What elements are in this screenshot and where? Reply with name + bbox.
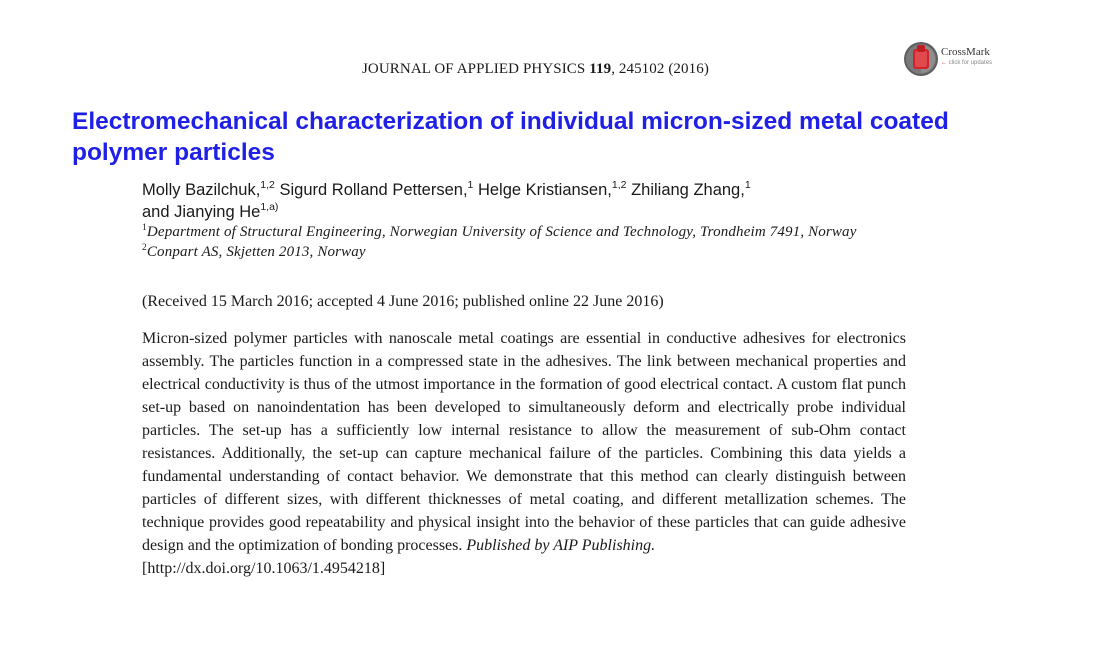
journal-volume: 119 [589, 61, 612, 77]
author-affiliation-mark: 1,2 [260, 179, 275, 191]
author-name: Zhiliang Zhang, [631, 181, 745, 199]
author-affiliation-mark: 1 [744, 179, 751, 191]
doi-link[interactable]: [http://dx.doi.org/10.1063/1.4954218] [142, 560, 386, 577]
paper-title: Electromechanical characterization of individual micron-sized metal coated polymer particles [72, 108, 949, 166]
affiliation-item [142, 223, 912, 243]
author-affiliation-mark: 1,2 [611, 179, 627, 191]
affiliation-mark: 1 [142, 223, 147, 233]
affiliation-text: Department of Structural Engineering, Norwegian University of Science and Technology, Trondheim 7491, Norway [146, 224, 857, 240]
affiliation-mark: 2 [142, 242, 147, 253]
crossmark-sublabel: ← click for updates [941, 60, 993, 66]
author-list [142, 179, 902, 223]
author-name: Helge Kristiansen, [477, 181, 612, 199]
crossmark-label: CrossMark [941, 46, 990, 58]
abstract [142, 327, 906, 580]
crossmark-icon [903, 41, 939, 77]
author-name: Sigurd Rolland Pettersen, [279, 181, 468, 199]
author-name: and Jianying He [142, 203, 261, 221]
affiliation-list [142, 223, 912, 262]
author-name: Molly Bazilchuk, [142, 181, 261, 199]
publication-history: (Received 15 March 2016; accepted 4 June 2016; published online 22 June 2016) [142, 293, 664, 310]
crossmark-badge[interactable] [903, 41, 1003, 81]
abstract-text: Micron-sized polymer particles with nanoscale metal coatings are essential in conductive adhesives for electronics assembly. The particles function in a compressed state in the adhesives. The link between mechanical properties and electrical conductivity is thus of the utmost importance in the formation of good electrical contact. A custom flat punch set-up based on nanoindentation has been developed to simultaneously deform and electrically probe individual particles. The set-up has a sufficiently low internal resistance to allow the measurement of sub-Ohm contact resistances. Additionally, the set-up can capture mechanical failure of the particles. Combining this data yields a fundamental understanding of contact behavior. We demonstrate that this method can clearly distinguish between particles of different sizes, with different thicknesses of metal coating, and different metallization schemes. The technique provides good repeatability and physical insight into the behavior of these particles that can guide adhesive design and the optimization of bonding processes. [142, 330, 906, 554]
journal-header [362, 61, 709, 78]
publisher-note: Published by AIP Publishing. [466, 537, 656, 554]
affiliation-item [142, 243, 912, 263]
affiliation-text: Conpart AS, Skjetten 2013, Norway [146, 243, 366, 260]
journal-name: JOURNAL OF APPLIED PHYSICS [362, 61, 586, 77]
arrow-left-icon: ← [941, 60, 947, 66]
author-affiliation-mark: 1,a) [260, 201, 279, 213]
journal-citation: , 245102 (2016) [611, 61, 709, 77]
author-affiliation-mark: 1 [467, 179, 474, 191]
